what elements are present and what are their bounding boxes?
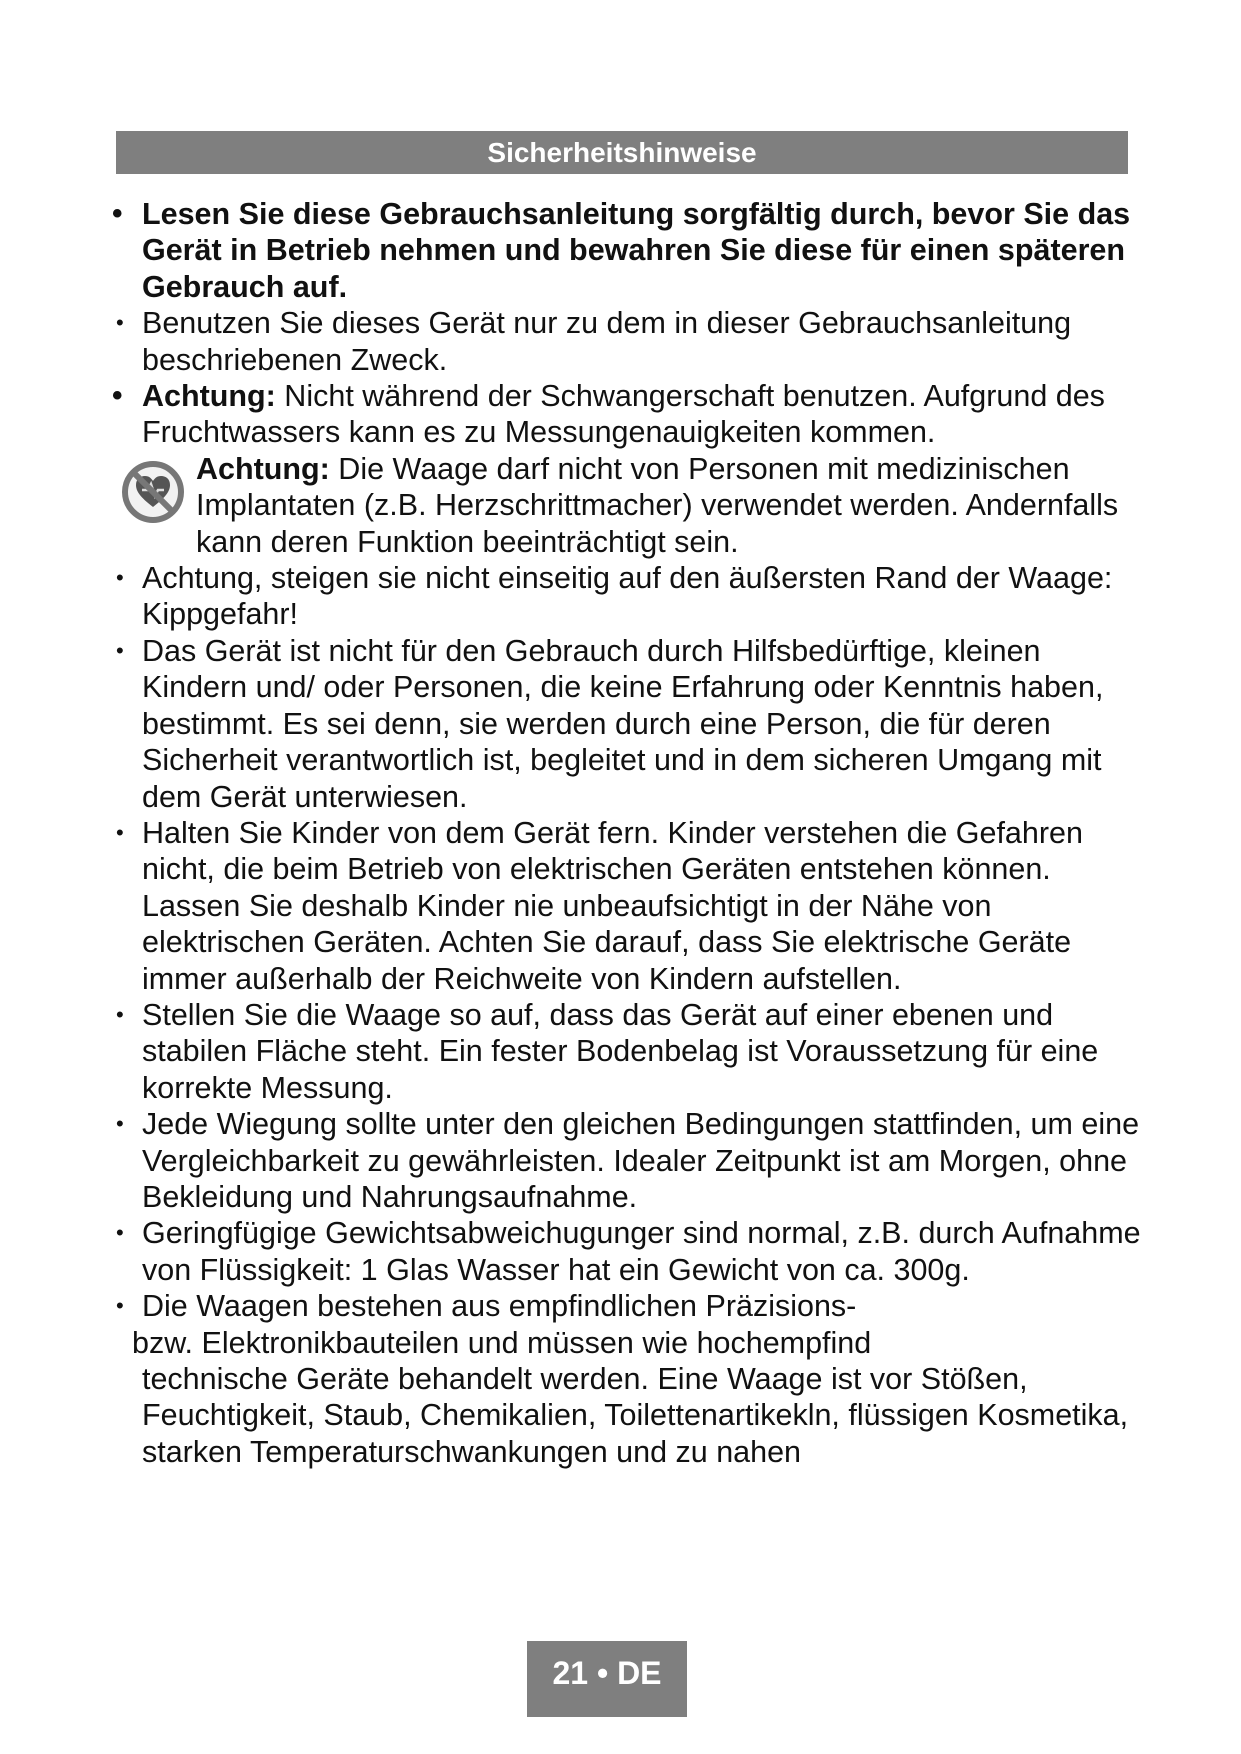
intro-text: Lesen Sie diese Gebrauchsanleitung sorgfältig durch, bevor Sie das Gerät in Betrieb nehmen und bewahren Sie diese für einen späteren Gebrauch auf.: [142, 197, 1131, 304]
bullet: •: [116, 1293, 124, 1319]
bullet: •: [112, 379, 123, 413]
warning-text: Die Waage darf nicht von Personen mit medizinischen Implantaten (z.B. Herzschrittmacher) verwendet werden. Andernfalls kann deren Funktion beeinträchtigt sein.: [196, 451, 1119, 559]
list-item: [112, 305, 1142, 378]
list-item-text: Halten Sie Kinder von dem Gerät fern. Kinder verstehen die Gefahren nicht, die beim Betrieb von elektrischen Geräten entstehen können. Lassen Sie deshalb Kinder nie unbeaufsichtigt in der Nähe von elektrischen Geräten. Achten Sie darauf, dass Sie elektrische Geräte immer außerhalb der Reichweite von Kindern aufstellen.: [142, 815, 1083, 996]
list-item: [112, 633, 1142, 815]
warning-lead: Achtung:: [142, 379, 276, 414]
list-item-text: technische Geräte behandelt werden. Eine Waage ist vor Stößen, Feuchtigkeit, Staub, Chemikalien, Toilettenartikekln, flüssigen Kosmetika, starken Temperaturschwankungen und zu nahen: [142, 1362, 1129, 1469]
bullet: •: [116, 1111, 124, 1137]
list-item-text: Das Gerät ist nicht für den Gebrauch durch Hilfsbedürftige, kleinen Kindern und/ oder Personen, die keine Erfahrung oder Kenntnis haben, bestimmt. Es sei denn, sie werden durch eine Person, die für deren Sicherheit verantwortlich ist, begleitet und in dem sicheren Umgang mit dem Gerät unterwiesen.: [142, 633, 1104, 814]
list-item-text: Nicht während der Schwangerschaft benutzen. Aufgrund des Fruchtwassers kann es zu Messungenauigkeiten kommen.: [142, 379, 1105, 450]
bullet: •: [116, 1001, 124, 1027]
list-item: [112, 815, 1142, 997]
list-item: [112, 1215, 1142, 1288]
list-item: [112, 997, 1142, 1106]
list-item-text: Stellen Sie die Waage so auf, dass das Gerät auf einer ebenen und stabilen Fläche steht. Ein fester Bodenbelag ist Voraussetzung für eine korrekte Messung.: [142, 997, 1099, 1105]
section-title: Sicherheitshinweise: [116, 131, 1128, 174]
list-item: [112, 560, 1142, 633]
list-item-text: Jede Wiegung sollte unter den gleichen Bedingungen stattfinden, um eine Vergleichbarkeit zu gewährleisten. Idealer Zeitpunkt ist am Morgen, ohne Bekleidung und Nahrungsaufnahme.: [142, 1107, 1140, 1214]
bullet: •: [116, 310, 124, 336]
list-item-text: Geringfügige Gewichtsabweichugunger sind normal, z.B. durch Aufnahme von Flüssigkeit: 1 Glas Wasser hat ein Gewicht von ca. 300g.: [142, 1216, 1141, 1287]
bullet: •: [116, 819, 124, 845]
bullet: •: [112, 197, 123, 230]
list-item-line: bzw. Elektronikbauteilen und müssen wie hochempfind: [132, 1325, 872, 1360]
bullet: •: [116, 565, 124, 591]
list-item: [112, 1288, 1142, 1470]
list-item: [112, 1106, 1142, 1215]
implant-warning: [112, 451, 1142, 560]
list-item: [112, 378, 1142, 451]
safety-instructions: [112, 196, 1142, 1470]
bullet: •: [116, 637, 124, 663]
list-item-text: Benutzen Sie dieses Gerät nur zu dem in dieser Gebrauchsanleitung beschriebenen Zweck.: [142, 306, 1072, 377]
list-item-text: Achtung, steigen sie nicht einseitig auf den äußersten Rand der Waage: Kippgefahr!: [142, 561, 1113, 632]
list-item: [112, 196, 1142, 305]
bullet: •: [116, 1220, 124, 1246]
list-item-line: Die Waagen bestehen aus empfindlichen Präzisions-: [142, 1289, 857, 1324]
no-pacemaker-icon: [120, 459, 186, 525]
page-number: 21 • DE: [527, 1641, 687, 1717]
warning-lead: Achtung:: [196, 451, 330, 486]
